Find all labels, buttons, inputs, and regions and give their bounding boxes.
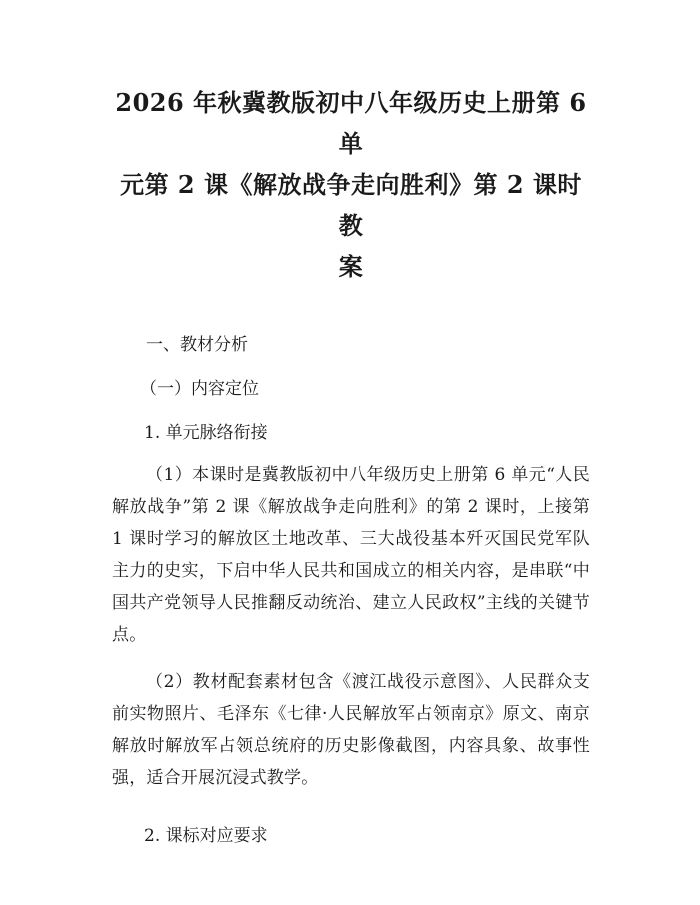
heading-content-positioning: （一）内容定位 (140, 379, 259, 399)
document-title (112, 0, 590, 287)
title-line-2: 元第 2 课《解放战争走向胜利》第 2 课时教 (120, 170, 582, 240)
title-line-1: 2026 年秋冀教版初中八年级历史上册第 6 单 (115, 88, 587, 158)
heading-unit-connection: 1. 单元脉络衔接 (144, 423, 268, 443)
heading-textbook-analysis: 一、教材分析 (146, 335, 248, 355)
paragraph-teaching-materials: （2）教材配套素材包含《渡江战役示意图》、人民群众支前实物照片、毛泽东《七律·人民解放军占领南京》原文、南京解放时解放军占领总统府的历史影像截图，内容具象、故事性强，适合开展沉浸式教学。 (112, 672, 590, 788)
title-line-3: 案 (338, 252, 364, 281)
paragraph-unit-connection-1: （1）本课时是冀教版初中八年级历史上册第 6 单元“人民解放战争”第 2 课《解放战争走向胜利》的第 2 课时，上接第 1 课时学习的解放区土地改革、三大战役基本歼灭国民党军队主力的史实，下启中华人民共和国成立的相关内容，是串联“中国共产党领导人民推翻反动统治、建立人民政权”主线的关键节点。 (112, 465, 590, 645)
heading-curriculum-requirements: 2. 课标对应要求 (144, 826, 268, 846)
